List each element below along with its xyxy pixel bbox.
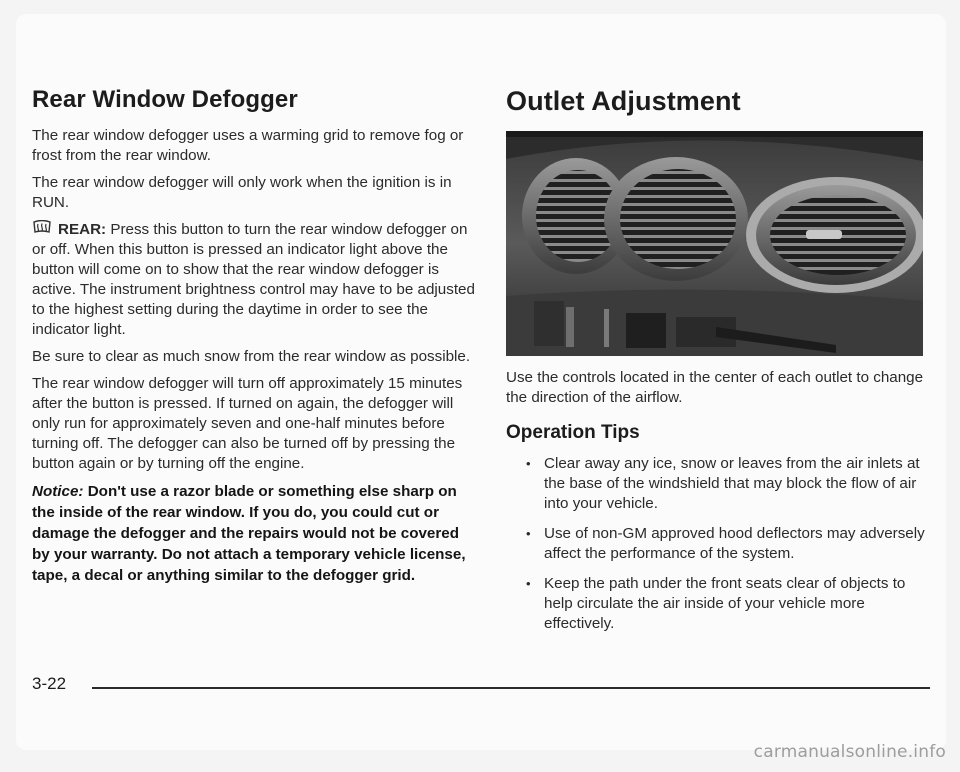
watermark: carmanualsonline.info <box>753 742 946 762</box>
section-title-rear-window-defogger: Rear Window Defogger <box>32 86 298 113</box>
page-footer <box>32 674 932 694</box>
outlet-caption: Use the controls located in the center of each outlet to change the direction of the airflow. <box>506 369 924 406</box>
list-item: • Clear away any ice, snow or leaves from the air inlets at the base of the windshield that may block the flow of air into your vehicle. <box>526 455 920 512</box>
footer-rule <box>92 687 930 689</box>
rear-button-description: Press this button to turn the rear window defogger on or off. When this button is pressed an indicator light above the button will come on to show that the rear window defogger is active. The instrument brightness control may have to be adjusted to the highest setting during the daytime in order to see the indicator light. <box>32 221 475 338</box>
notice-text: Don't use a razor blade or something else sharp on the inside of the rear window. If you do, you could cut or damage the defogger and the repairs would not be covered by your warranty. Do not attach a temporary vehicle license, tape, a decal or anything similar to the defogger grid. <box>32 483 466 584</box>
bullet-icon: • <box>526 526 531 541</box>
paragraph-rear-button <box>32 220 480 340</box>
paragraph-defogger-purpose: The rear window defogger uses a warming grid to remove fog or frost from the rear window. <box>32 127 464 164</box>
list-item: • Keep the path under the front seats clear of objects to help circulate the air inside of your vehicle more effectively. <box>526 575 906 632</box>
list-item: • Use of non-GM approved hood deflectors may adversely affect the performance of the system. <box>526 525 925 562</box>
section-title-operation-tips: Operation Tips <box>506 422 640 443</box>
right-column <box>506 86 926 644</box>
paragraph-clear-snow: Be sure to clear as much snow from the rear window as possible. <box>32 348 471 365</box>
left-column <box>32 86 480 593</box>
page-number: 3-22 <box>32 674 67 693</box>
paragraph-ignition-run: The rear window defogger will only work when the ignition is in RUN. <box>32 174 452 211</box>
section-title-outlet-adjustment: Outlet Adjustment <box>506 86 741 116</box>
bullet-icon: • <box>526 456 531 471</box>
bullet-icon: • <box>526 576 531 591</box>
paragraph-auto-off: The rear window defogger will turn off approximately 15 minutes after the button is pressed. If turned on again, the defogger will only run for approximately seven and one-half minutes before turning off. The defogger can also be turned off by pressing the button again or by turning off the engine. <box>32 375 463 472</box>
operation-tips-list <box>506 454 926 634</box>
notice-block <box>32 481 480 586</box>
air-outlets-photo <box>506 131 923 356</box>
rear-button-label: REAR: <box>58 221 107 238</box>
notice-label: Notice: <box>32 483 84 500</box>
rear-defogger-icon <box>32 220 52 236</box>
